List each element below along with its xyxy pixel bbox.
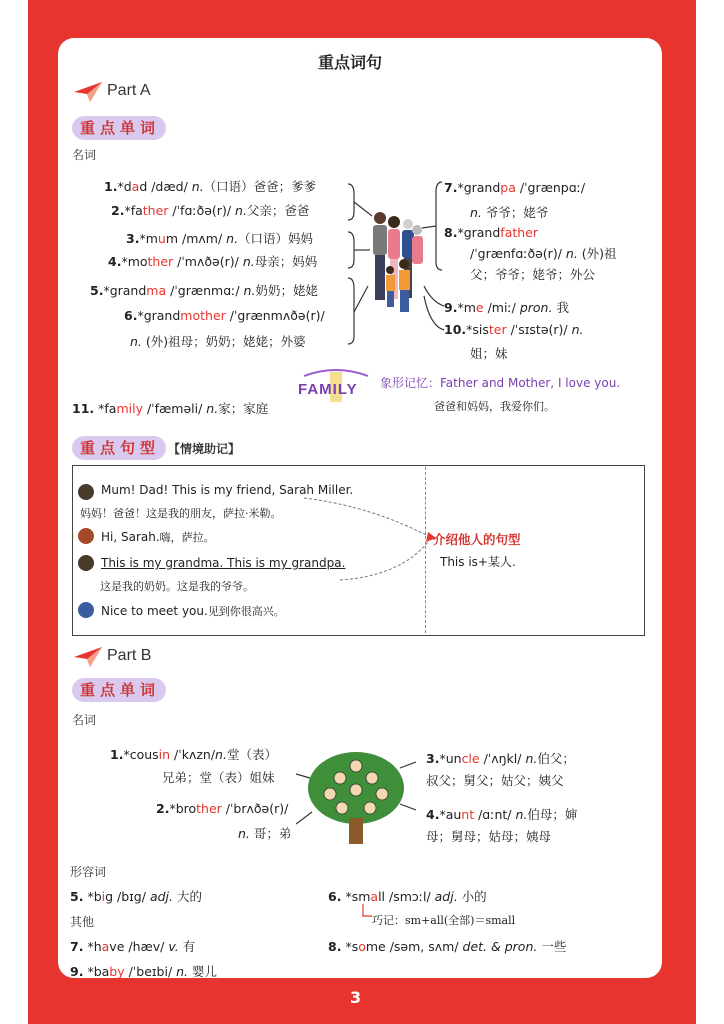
part-b-label: Part B <box>107 647 152 664</box>
part-a-label: Part A <box>107 82 151 99</box>
small-memory-tip: 巧记：sm+all(全部)＝small <box>372 914 516 927</box>
part-b-noun-label: 名词 <box>72 713 97 727</box>
memory-tip: 象形记忆：Father and Mother, I love you. <box>380 376 621 390</box>
word-grandmother: 6.*grandmother /ˈgrænmʌðə(r)/ <box>124 308 325 323</box>
word-uncle-line2: 叔父；舅父；姑父；姨父 <box>426 773 564 788</box>
word-have: 7. *have /hæv/ v. 有 <box>70 939 196 954</box>
paper-plane-icon <box>74 82 102 102</box>
word-some: 8. *some /səm, sʌm/ det. & pron. 一些 <box>328 939 567 954</box>
word-mother: 4.*mother /ˈmʌðə(r)/ n.母亲；妈妈 <box>108 254 318 269</box>
word-grandfather-line2: /ˈgrænfɑːðə(r)/ n. (外)祖 <box>470 246 617 261</box>
pattern: This is+某人. <box>440 555 516 569</box>
avatar-grandpa-icon <box>78 602 94 618</box>
word-brother-line2: n. 哥；弟 <box>238 826 292 841</box>
word-grandmother-line2: n. (外)祖母；奶奶；姥姥；外婆 <box>130 334 306 349</box>
part-a-vocab-heading: 重点单词 <box>72 116 166 140</box>
word-small: 6. *small /smɔːl/ adj. 小的 <box>328 889 487 904</box>
word-father: 2.*father /ˈfɑːðə(r)/ n.父亲；爸爸 <box>111 203 310 218</box>
word-grandma: 5.*grandma /ˈgrænmɑː/ n.奶奶；姥姥 <box>90 283 318 298</box>
word-grandfather-line3: 父；爷爷；姥爷；外公 <box>470 267 596 282</box>
pattern-title: 介绍他人的句型 <box>433 532 521 547</box>
word-me: 9.*me /miː/ pron. 我 <box>444 300 569 315</box>
adj-label: 形容词 <box>70 865 107 879</box>
word-mum: 3.*mum /mʌm/ n.（口语）妈妈 <box>126 231 314 246</box>
word-sister: 10.*sister /ˈsɪstə(r)/ n. <box>444 322 584 337</box>
paper-plane-icon-2 <box>74 647 102 667</box>
avatar-sarah-icon <box>78 528 94 544</box>
word-grandpa-line2: n. 爷爷；姥爷 <box>470 205 549 220</box>
family-tree-illustration <box>296 748 416 848</box>
sentence-tag: 【情境助记】 <box>168 442 241 456</box>
sentence-heading: 重点句型 <box>72 436 166 460</box>
part-b-vocab-heading: 重点单词 <box>72 678 166 702</box>
word-brother: 2.*brother /ˈbrʌðə(r)/ <box>156 801 289 816</box>
word-cousin: 1.*cousin /ˈkʌzn/n.堂（表） <box>110 747 277 762</box>
word-big: 5. *big /bɪg/ adj. 大的 <box>70 889 202 904</box>
word-dad: 1.*dad /dæd/ n.（口语）爸爸；爹爹 <box>104 179 317 194</box>
word-cousin-line2: 兄弟；堂（表）姐妹 <box>162 770 275 785</box>
word-sister-line2: 姐；妹 <box>470 346 508 361</box>
dialog-line-2: Hi, Sarah.嗨，萨拉。 <box>101 530 215 544</box>
memory-tip-cn: 爸爸和妈妈，我爱你们。 <box>434 400 555 413</box>
word-family: 11. *family /ˈfæməli/ n.家；家庭 <box>72 401 269 416</box>
word-aunt: 4.*aunt /ɑːnt/ n.伯母；婶 <box>426 807 578 822</box>
dialog-line-3-cn: 这是我的奶奶。这是我的爷爷。 <box>100 580 254 593</box>
dialog-line-4: Nice to meet you.见到你很高兴。 <box>101 604 285 618</box>
dialog-arrows <box>300 496 440 584</box>
avatar-child-icon <box>78 484 94 500</box>
word-baby: 9. *baby /ˈbeɪbi/ n. 婴儿 <box>70 964 218 979</box>
part-a-noun-label: 名词 <box>72 148 97 162</box>
word-aunt-line2: 母；舅母；姑母；姨母 <box>426 829 552 844</box>
dialog-line-1-cn: 妈妈！爸爸！这是我的朋友，萨拉·米勒。 <box>80 507 282 520</box>
dialog-line-3: This is my grandma. This is my grandpa. <box>101 556 346 570</box>
other-label: 其他 <box>70 915 95 929</box>
family-illustration <box>364 208 426 316</box>
family-logo: FAMILY <box>298 381 358 398</box>
page-number: 3 <box>350 988 362 1007</box>
avatar-child-icon-2 <box>78 555 94 571</box>
word-uncle: 3.*uncle /ˈʌŋkl/ n.伯父； <box>426 751 575 766</box>
word-grandfather: 8.*grandfather <box>444 225 539 240</box>
page-title: 重点词句 <box>318 53 383 72</box>
dialog-line-1: Mum! Dad! This is my friend, Sarah Miller. <box>101 483 354 497</box>
word-grandpa: 7.*grandpa /ˈgrænpɑː/ <box>444 180 586 195</box>
